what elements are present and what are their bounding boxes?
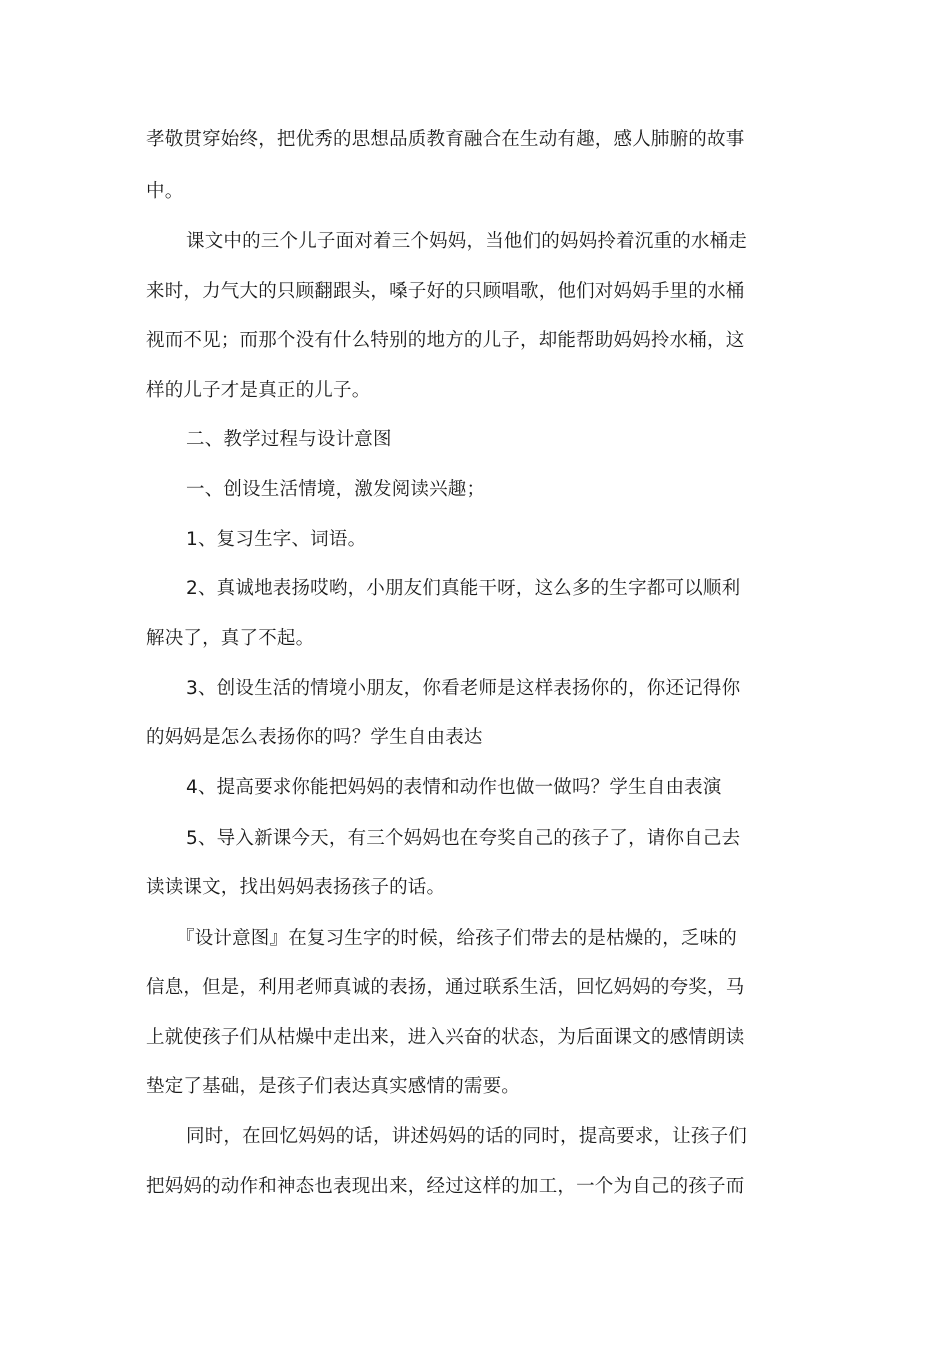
text-line: 信息，但是，利用老师真诚的表扬，通过联系生活，回忆妈妈的夸奖，马 — [146, 977, 745, 998]
text-line: 来时，力气大的只顾翻跟头，嗓子好的只顾唱歌，他们对妈妈手里的水桶 — [146, 281, 745, 302]
list-item: 1、复习生字、词语。 — [186, 529, 367, 550]
text-line: 孝敬贯穿始终，把优秀的思想品质教育融合在生动有趣，感人肺腑的故事 — [146, 129, 745, 150]
text-line: 把妈妈的动作和神态也表现出来，经过这样的加工，一个为自己的孩子而 — [146, 1176, 745, 1197]
list-item: 5、导入新课今天，有三个妈妈也在夸奖自己的孩子了，请你自己去 — [186, 828, 741, 849]
text-line: 读读课文，找出妈妈表扬孩子的话。 — [146, 877, 446, 898]
text-line: 垫定了基础，是孩子们表达真实感情的需要。 — [146, 1076, 521, 1097]
section-heading: 二、教学过程与设计意图 — [186, 429, 392, 450]
list-item: 4、提高要求你能把妈妈的表情和动作也做一做吗？学生自由表演 — [186, 777, 722, 798]
subsection-heading: 一、创设生活情境，激发阅读兴趣； — [186, 479, 486, 500]
paragraph-start-line: 课文中的三个儿子面对着三个妈妈，当他们的妈妈拎着沉重的水桶走 — [186, 231, 748, 252]
design-intent-paragraph: 『设计意图』在复习生字的时候，给孩子们带去的是枯燥的，乏味的 — [176, 928, 738, 949]
text-line: 上就使孩子们从枯燥中走出来，进入兴奋的状态，为后面课文的感情朗读 — [146, 1027, 745, 1048]
list-item: 2、真诚地表扬哎哟，小朋友们真能干呀，这么多的生字都可以顺利 — [186, 578, 741, 599]
text-line: 样的儿子才是真正的儿子。 — [146, 380, 371, 401]
paragraph-start-line: 同时，在回忆妈妈的话，讲述妈妈的话的同时，提高要求，让孩子们 — [186, 1126, 748, 1147]
text-line: 中。 — [146, 181, 184, 202]
text-line: 解决了，真了不起。 — [146, 628, 315, 649]
list-item: 3、创设生活的情境小朋友，你看老师是这样表扬你的，你还记得你 — [186, 678, 741, 699]
text-line: 的妈妈是怎么表扬你的吗？学生自由表达 — [146, 727, 483, 748]
text-line: 视而不见；而那个没有什么特别的地方的儿子，却能帮助妈妈拎水桶，这 — [146, 330, 745, 351]
